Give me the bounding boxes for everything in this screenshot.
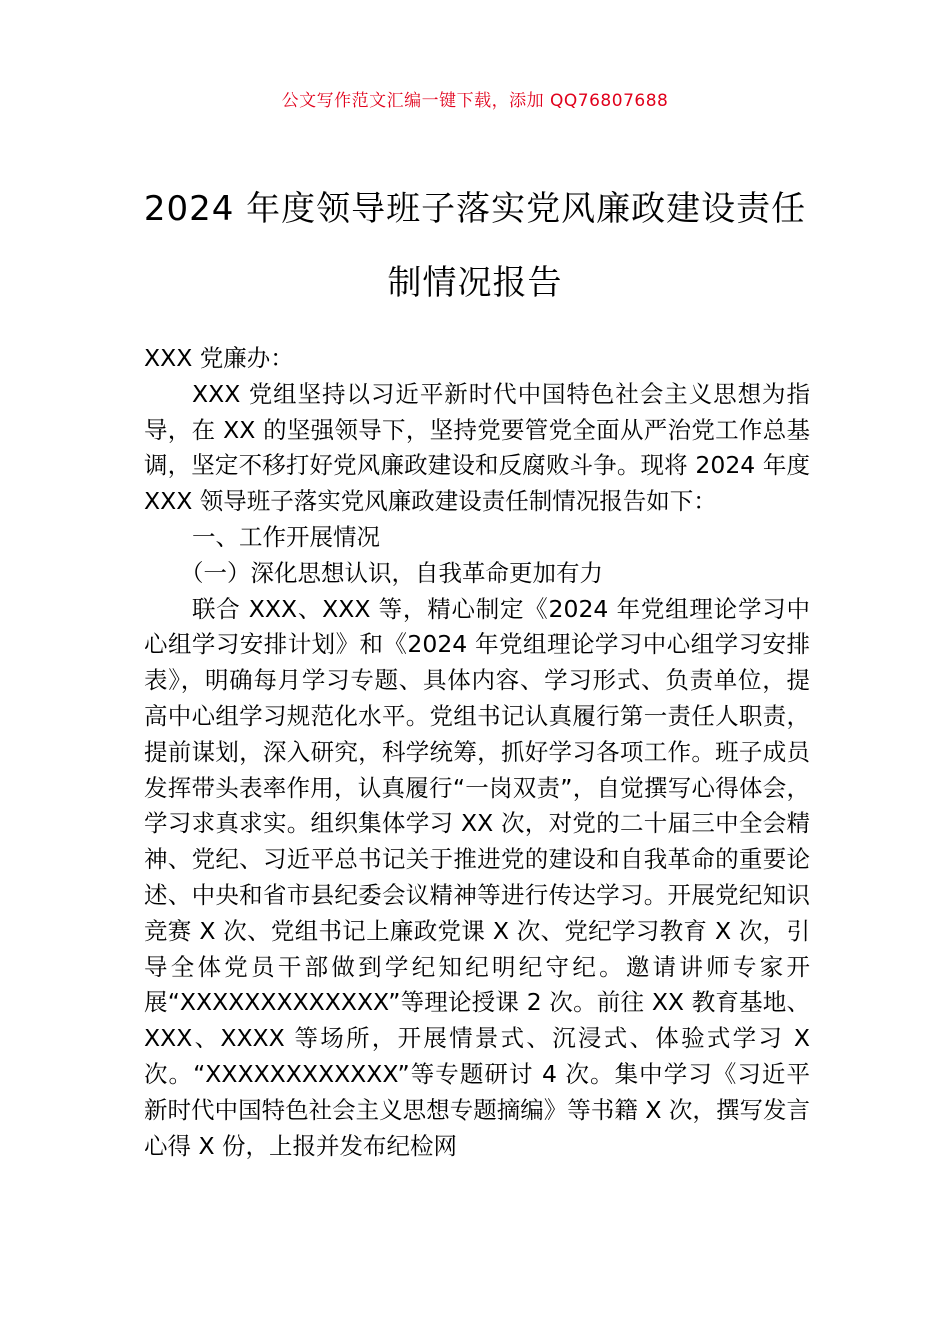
salutation: XXX 党廉办：	[144, 344, 294, 372]
section-heading: 一、工作开展情况	[192, 522, 380, 551]
subsection-heading: （一）深化思想认识，自我革命更加有力	[180, 558, 603, 587]
document-title: 2024 年度领导班子落实党风廉政建设责任制情况报告	[143, 189, 807, 303]
document-body	[144, 341, 810, 1164]
intro-paragraph: XXX 党组坚持以习近平新时代中国特色社会主义思想为指导，在 XX 的坚强领导下，坚持党要管党全面从严治党工作总基调，坚定不移打好党风廉政建设和反腐败斗争。现将 2024 年度 XXX 领导班子落实党风廉政建设责任制情况报告如下：	[144, 379, 810, 516]
promo-banner: 公文写作范文汇编一键下载，添加 QQ76807688	[281, 91, 669, 111]
body-paragraph: 联合 XXX、XXX 等，精心制定《2024 年党组理论学习中心组学习安排计划》和《2024 年党组理论学习中心组学习安排表》，明确每月学习专题、具体内容、学习形式、负责单位，提高中心组学习规范化水平。党组书记认真履行第一责任人职责，提前谋划，深入研究，科学统筹，抓好学习各项工作。班子成员发挥带头表率作用，认真履行“一岗双责”，自觉撰写心得体会，学习求真求实。组织集体学习 XX 次，对党的二十届三中全会精神、党纪、习近平总书记关于推进党的建设和自我革命的重要论述、中央和省市县纪委会议精神等进行传达学习。开展党纪知识竞赛 X 次、党组书记上廉政党课 X 次、党纪学习教育 X 次，引导全体党员干部做到学纪知纪明纪守纪。邀请讲师专家开展“XXXXXXXXXXXXX”等理论授课 2 次。前往 XX 教育基地、XXX、XXXX 等场所，开展情景式、沉浸式、体验式学习 X 次。“XXXXXXXXXXXX”等专题研讨 4 次。集中学习《习近平新时代中国特色社会主义思想专题摘编》等书籍 X 次，撰写发言心得 X 份，上报并发布纪检网	[144, 594, 810, 1160]
